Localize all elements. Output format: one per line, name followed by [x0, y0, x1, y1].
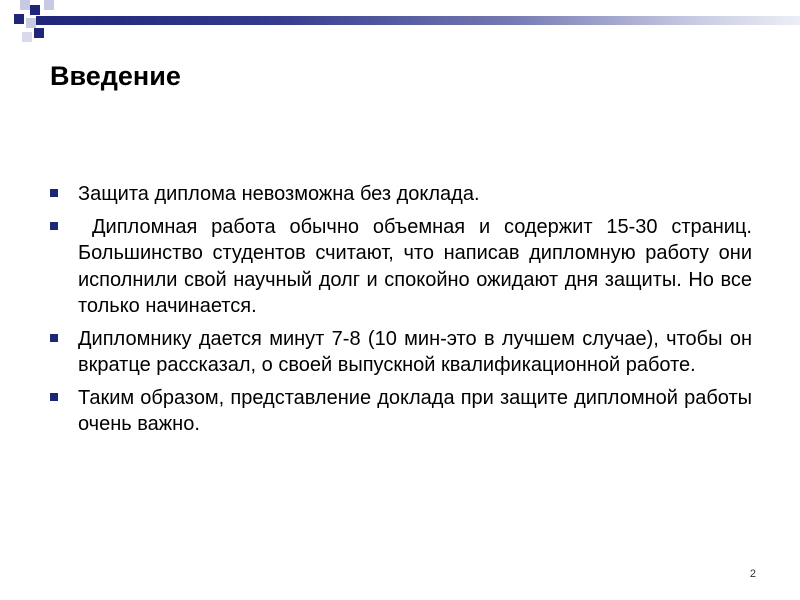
square-bullet-icon [50, 393, 58, 401]
bullet-item [48, 326, 752, 379]
deco-square [34, 28, 44, 38]
square-bullet-icon [50, 334, 58, 342]
bullet-text: Дипломнику дается минут 7-8 (10 мин-это в лучшем случае), чтобы он вкратце рассказал, о своей выпускной квалификационной работе. [78, 327, 752, 376]
deco-square [30, 5, 40, 15]
bullet-text: Таким образом, представление доклада при защите дипломной работы очень важно. [78, 386, 752, 435]
header-decoration [0, 0, 800, 50]
deco-square [44, 0, 54, 10]
square-bullet-icon [50, 189, 58, 197]
deco-square [14, 14, 24, 24]
deco-square [20, 0, 30, 10]
slide-title: Введение [50, 61, 181, 91]
deco-square [26, 18, 36, 28]
square-bullet-icon [50, 222, 58, 230]
bullet-text: Защита диплома невозможна без доклада. [78, 183, 480, 205]
header-gradient-bar [36, 16, 800, 25]
bullet-item [48, 181, 752, 208]
bullet-item [48, 385, 752, 438]
bullet-item [48, 214, 752, 320]
bullet-list [48, 181, 752, 444]
page-number: 2 [749, 568, 756, 580]
bullet-text: Дипломная работа обычно объемная и содержит 15-30 страниц. Большинство студентов считают, что написав дипломную работу они исполнили свой научный долг и спокойно ожидают дня защиты. Но все только начинается. [78, 215, 752, 317]
deco-square [22, 32, 32, 42]
